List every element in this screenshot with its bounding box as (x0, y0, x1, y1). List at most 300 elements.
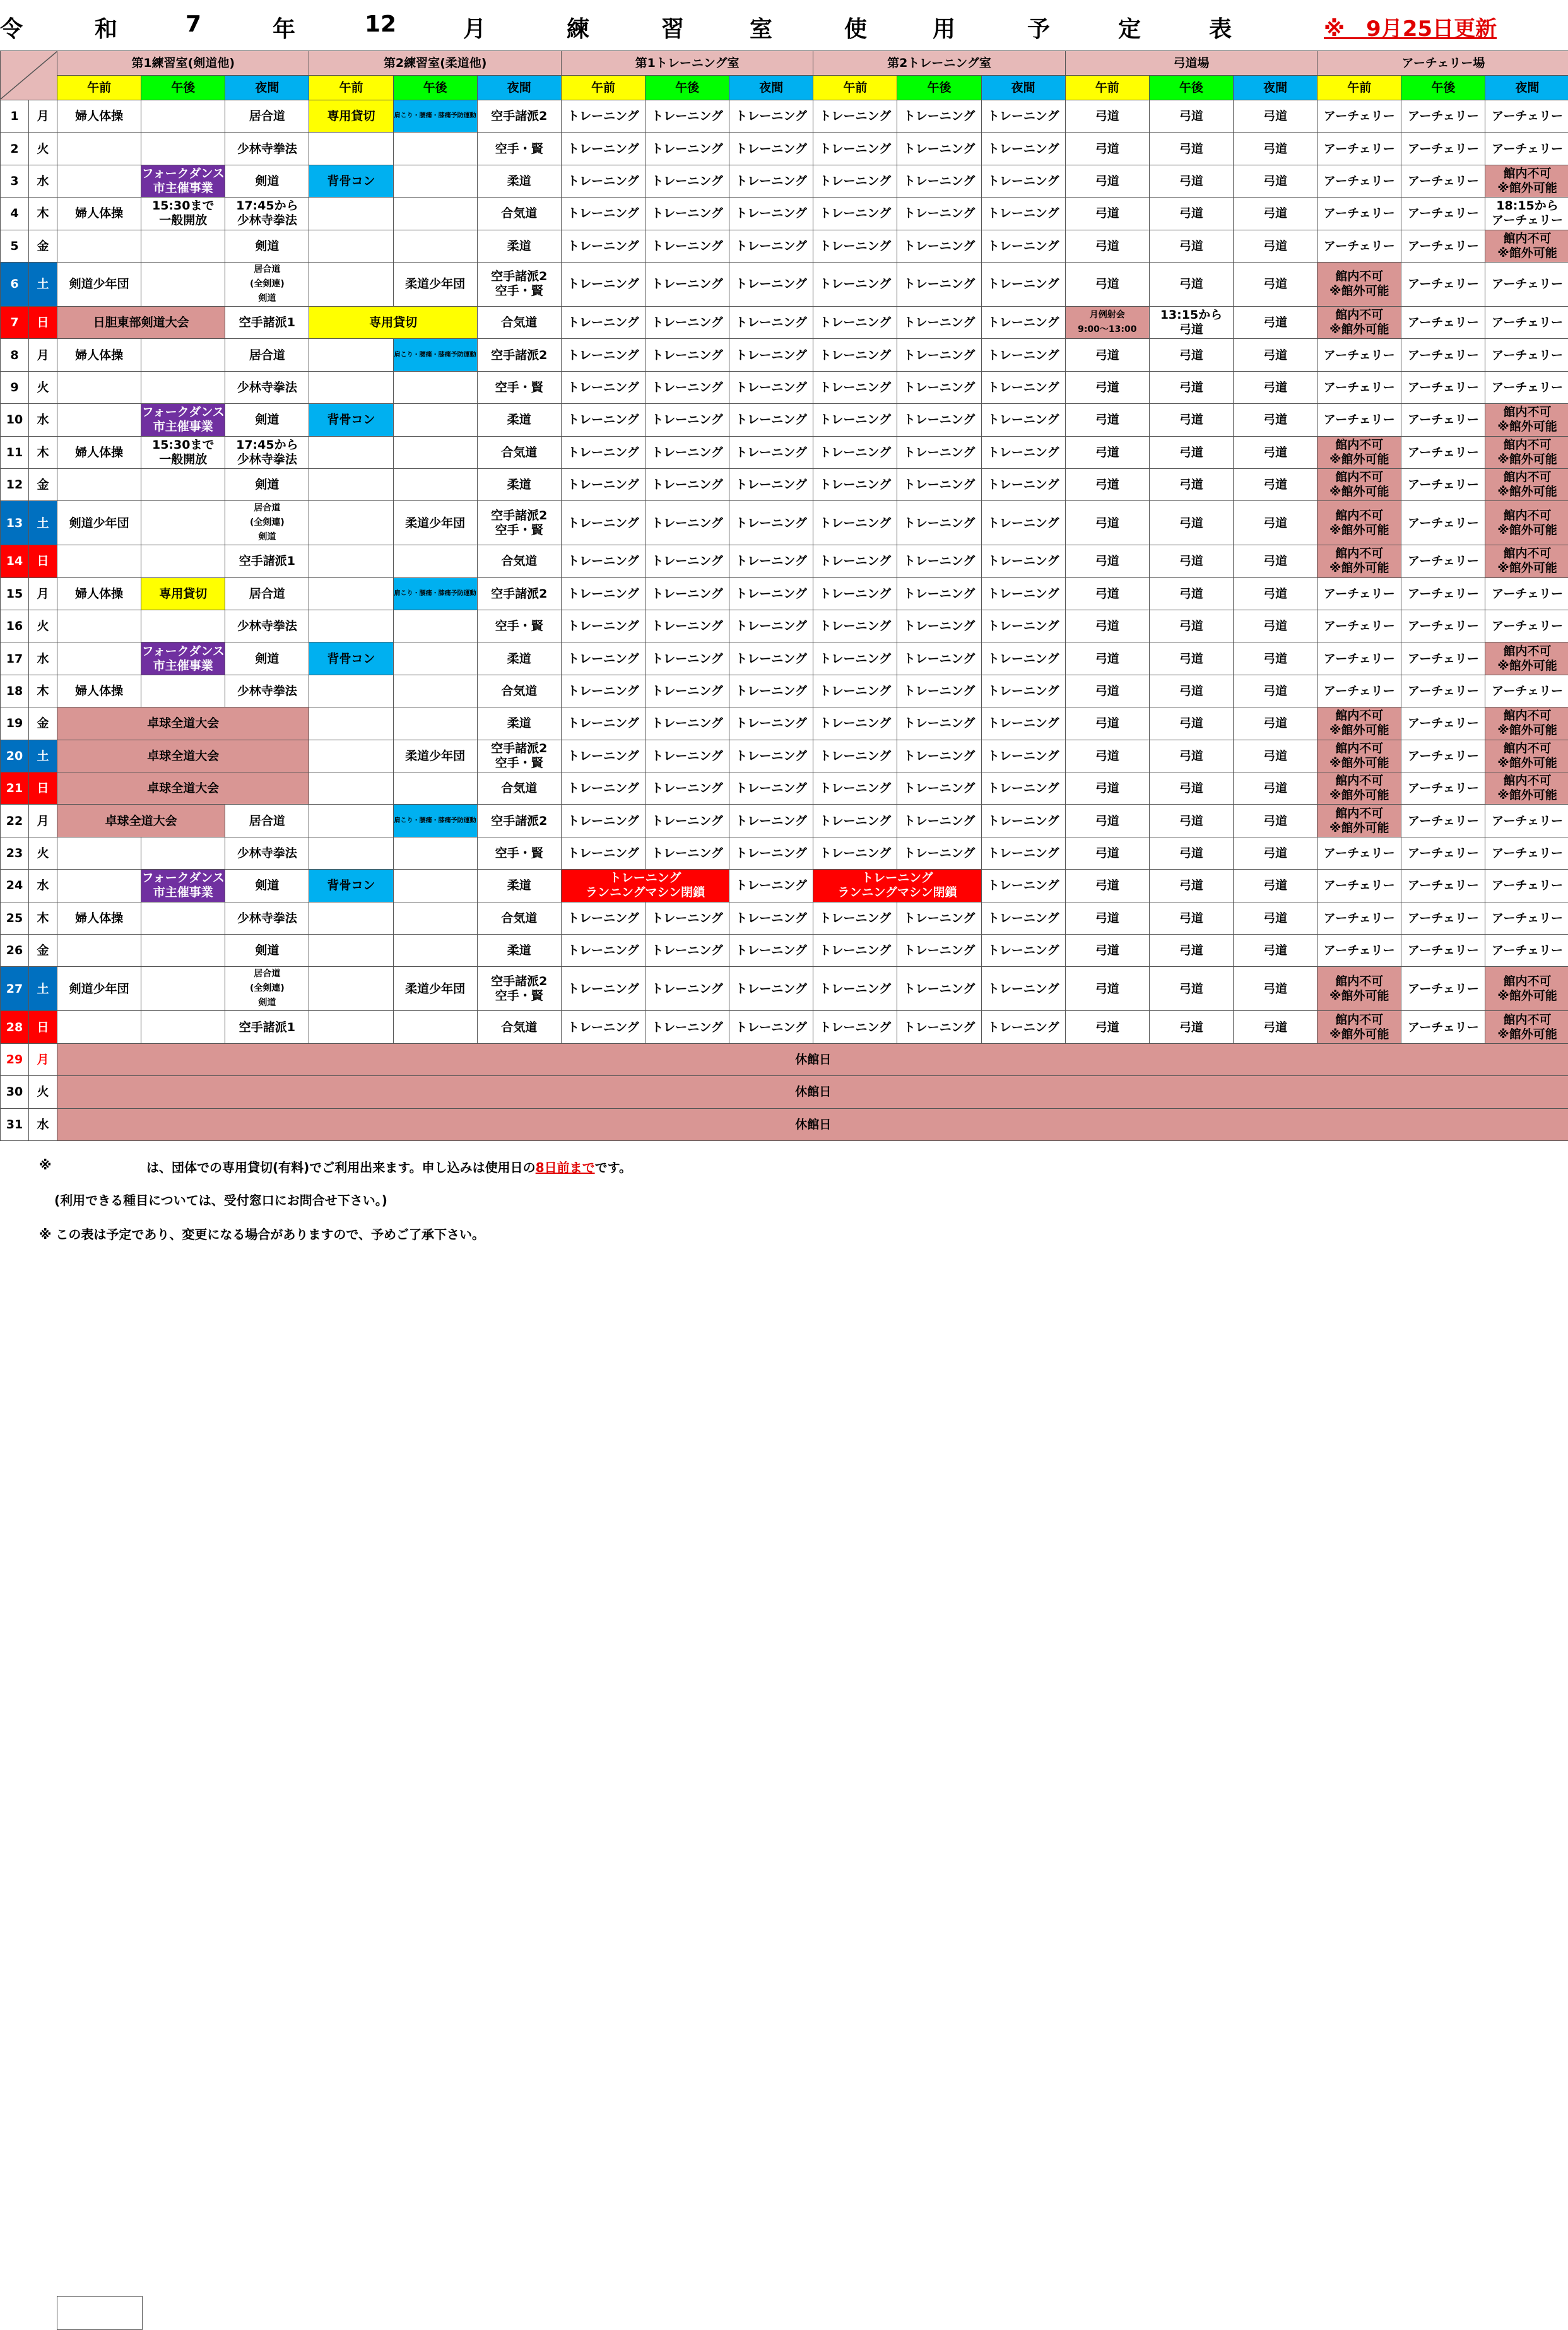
archery-cell: アーチェリー (1401, 198, 1485, 230)
room-cell: 婦人体操 (57, 902, 141, 934)
room-cell: 居合道 (全剣連) 剣道 (225, 501, 309, 545)
note-mark: ※ (39, 1157, 51, 1173)
archery-cell: アーチェリー (1401, 133, 1485, 165)
closed-day-cell: 休館日 (57, 1108, 1568, 1140)
room-cell (393, 707, 477, 740)
archery-cell: アーチェリー (1401, 642, 1485, 675)
archery-cell: 館内不可 ※館外可能 (1485, 707, 1568, 740)
room-cell: 居合道 (全剣連) 剣道 (225, 262, 309, 306)
updated-note: ※ 9月25日更新 (1324, 11, 1497, 42)
day-row (1, 339, 1568, 371)
room-header: 第1トレーニング室 (561, 51, 813, 76)
archery-cell: アーチェリー (1317, 934, 1401, 966)
kyudo-cell: 弓道 (1234, 934, 1317, 966)
archery-cell: アーチェリー (1317, 198, 1401, 230)
training-cell: トレーニング (981, 198, 1065, 230)
room-cell: 婦人体操 (57, 339, 141, 371)
weekday: 木 (29, 675, 57, 707)
archery-cell: アーチェリー (1485, 610, 1568, 642)
training-cell: トレーニング (981, 371, 1065, 403)
training-cell: トレーニング (645, 740, 729, 772)
training-cell: トレーニング (981, 262, 1065, 306)
archery-cell: アーチェリー (1485, 339, 1568, 371)
room-cell: フォークダンス 市主催事業 (141, 642, 225, 675)
training-cell: トレーニング (981, 133, 1065, 165)
room-cell: 柔道 (477, 468, 561, 500)
kyudo-cell: 弓道 (1149, 967, 1233, 1011)
room-header: 弓道場 (1065, 51, 1317, 76)
weekday: 月 (29, 1043, 57, 1075)
archery-cell: アーチェリー (1485, 306, 1568, 338)
weekday: 火 (29, 133, 57, 165)
room-cell: 剣道 (225, 870, 309, 902)
training-cell: トレーニング (813, 610, 897, 642)
archery-cell: アーチェリー (1401, 967, 1485, 1011)
day-row (1, 902, 1568, 934)
archery-cell: 館内不可 ※館外可能 (1485, 436, 1568, 468)
training-cell: トレーニング (561, 306, 645, 338)
archery-cell: 館内不可 ※館外可能 (1485, 545, 1568, 577)
archery-cell: 館内不可 ※館外可能 (1317, 262, 1401, 306)
corner-diagonal (1, 51, 57, 99)
room-cell (393, 902, 477, 934)
archery-cell: アーチェリー (1317, 837, 1401, 869)
room-cell: 婦人体操 (57, 577, 141, 610)
training-cell: トレーニング (897, 501, 981, 545)
room-cell: 空手諸派2 空手・賢 (477, 262, 561, 306)
archery-cell: 館内不可 ※館外可能 (1317, 436, 1401, 468)
training-cell: トレーニング (813, 133, 897, 165)
training-cell: トレーニング (981, 165, 1065, 197)
room-cell: 剣道少年団 (57, 501, 141, 545)
training-cell: トレーニング (645, 545, 729, 577)
kyudo-cell: 弓道 (1234, 870, 1317, 902)
period-header: 午前 (1317, 76, 1401, 100)
training-cell: トレーニング (897, 165, 981, 197)
archery-cell: アーチェリー (1401, 468, 1485, 500)
archery-cell: アーチェリー (1401, 230, 1485, 262)
archery-cell: アーチェリー (1317, 230, 1401, 262)
weekday: 木 (29, 902, 57, 934)
period-header: 午後 (897, 76, 981, 100)
period-header: 夜間 (1485, 76, 1568, 100)
room-cell (309, 436, 393, 468)
weekday: 月 (29, 100, 57, 133)
day-row (1, 1011, 1568, 1043)
room-cell: 婦人体操 (57, 436, 141, 468)
period-header: 午前 (309, 76, 393, 100)
kyudo-cell: 弓道 (1149, 404, 1233, 436)
room-cell: 合気道 (477, 1011, 561, 1043)
room-cell (309, 610, 393, 642)
archery-cell: アーチェリー (1317, 610, 1401, 642)
kyudo-cell: 弓道 (1149, 772, 1233, 805)
day-row (1, 468, 1568, 500)
training-cell: トレーニング (561, 339, 645, 371)
room-cell: 空手諸派2 (477, 577, 561, 610)
weekday: 金 (29, 230, 57, 262)
kyudo-cell: 弓道 (1065, 545, 1149, 577)
kyudo-cell: 弓道 (1149, 675, 1233, 707)
weekday: 土 (29, 262, 57, 306)
room-cell: 日胆東部剣道大会 (57, 306, 225, 338)
room-cell: 空手諸派1 (225, 306, 309, 338)
room-cell: 柔道 (477, 165, 561, 197)
day-number: 27 (1, 967, 29, 1011)
title-char: 予 (1027, 11, 1050, 44)
training-cell: トレーニング (561, 262, 645, 306)
room-cell: 卓球全道大会 (57, 805, 225, 837)
room-cell (393, 934, 477, 966)
room-cell: 少林寺拳法 (225, 675, 309, 707)
day-number: 31 (1, 1108, 29, 1140)
kyudo-cell: 弓道 (1234, 262, 1317, 306)
archery-cell: アーチェリー (1485, 262, 1568, 306)
room-cell: 肩こり・腰痛・膝痛予防運動 (393, 577, 477, 610)
training-cell: トレーニング (645, 837, 729, 869)
kyudo-cell: 弓道 (1149, 870, 1233, 902)
room-cell: 婦人体操 (57, 675, 141, 707)
training-cell: トレーニング (561, 837, 645, 869)
training-cell: トレーニング (981, 436, 1065, 468)
archery-cell: アーチェリー (1401, 805, 1485, 837)
room-cell (57, 133, 141, 165)
kyudo-cell: 弓道 (1149, 642, 1233, 675)
training-cell: トレーニング (813, 772, 897, 805)
training-cell: トレーニング (561, 707, 645, 740)
room-cell (141, 837, 225, 869)
training-cell: トレーニング (645, 707, 729, 740)
room-cell (309, 577, 393, 610)
training-cell: トレーニング (981, 772, 1065, 805)
room-cell (309, 198, 393, 230)
room-cell: 専用貸切 (141, 577, 225, 610)
training-cell: トレーニング (729, 468, 813, 500)
room-cell: 婦人体操 (57, 198, 141, 230)
room-cell: 背骨コン (309, 165, 393, 197)
kyudo-cell: 弓道 (1149, 934, 1233, 966)
room-cell: 柔道 (477, 404, 561, 436)
title-char: 月 (463, 11, 486, 44)
room-cell: 剣道 (225, 642, 309, 675)
day-number: 24 (1, 870, 29, 902)
training-cell: トレーニング (729, 339, 813, 371)
training-cell: トレーニング (813, 967, 897, 1011)
weekday: 火 (29, 1076, 57, 1108)
title-char: 練 (567, 11, 589, 44)
weekday: 金 (29, 934, 57, 966)
kyudo-cell: 弓道 (1149, 501, 1233, 545)
training-closed-cell: トレーニング ランニングマシン閉鎖 (561, 870, 729, 902)
room-cell (309, 772, 393, 805)
closed-day-cell: 休館日 (57, 1076, 1568, 1108)
day-row (1, 133, 1568, 165)
room-cell (309, 230, 393, 262)
room-cell (57, 545, 141, 577)
training-cell: トレーニング (729, 100, 813, 133)
note-line2: (利用できる種目については、受付窓口にお問合せ下さい。) (54, 1190, 387, 1209)
room-cell (309, 675, 393, 707)
room-cell (393, 675, 477, 707)
training-cell: トレーニング (561, 1011, 645, 1043)
room-cell: 肩こり・腰痛・膝痛予防運動 (393, 339, 477, 371)
training-cell: トレーニング (729, 371, 813, 403)
training-cell: トレーニング (729, 230, 813, 262)
room-cell: 柔道少年団 (393, 501, 477, 545)
period-header: 夜間 (981, 76, 1065, 100)
period-header: 午後 (141, 76, 225, 100)
training-cell: トレーニング (981, 545, 1065, 577)
training-cell: トレーニング (813, 306, 897, 338)
training-cell: トレーニング (561, 902, 645, 934)
archery-cell: アーチェリー (1485, 902, 1568, 934)
period-header: 夜間 (225, 76, 309, 100)
kyudo-cell: 弓道 (1234, 404, 1317, 436)
training-cell: トレーニング (981, 100, 1065, 133)
training-cell: トレーニング (897, 837, 981, 869)
training-cell: トレーニング (561, 198, 645, 230)
day-number: 5 (1, 230, 29, 262)
day-row (1, 967, 1568, 1011)
kyudo-cell: 弓道 (1149, 610, 1233, 642)
kyudo-cell: 弓道 (1065, 198, 1149, 230)
room-cell: 剣道少年団 (57, 967, 141, 1011)
archery-cell: 館内不可 ※館外可能 (1317, 306, 1401, 338)
room-cell (57, 404, 141, 436)
weekday: 水 (29, 404, 57, 436)
archery-cell: 館内不可 ※館外可能 (1317, 468, 1401, 500)
room-header: 第2練習室(柔道他) (309, 51, 561, 76)
room-cell (393, 837, 477, 869)
room-cell (141, 902, 225, 934)
room-header: 第2トレーニング室 (813, 51, 1065, 76)
room-cell (57, 230, 141, 262)
archery-cell: アーチェリー (1485, 934, 1568, 966)
kyudo-cell: 弓道 (1234, 642, 1317, 675)
training-cell: トレーニング (645, 262, 729, 306)
kyudo-cell: 弓道 (1149, 133, 1233, 165)
period-header: 午前 (1065, 76, 1149, 100)
room-cell (309, 262, 393, 306)
training-cell: トレーニング (729, 902, 813, 934)
room-cell (309, 934, 393, 966)
training-cell: トレーニング (813, 805, 897, 837)
training-cell: トレーニング (813, 707, 897, 740)
archery-cell: アーチェリー (1485, 805, 1568, 837)
day-number: 2 (1, 133, 29, 165)
day-number: 26 (1, 934, 29, 966)
archery-cell: アーチェリー (1401, 902, 1485, 934)
training-cell: トレーニング (813, 404, 897, 436)
training-cell: トレーニング (729, 805, 813, 837)
training-cell: トレーニング (729, 404, 813, 436)
room-cell: 柔道 (477, 230, 561, 262)
room-cell (309, 805, 393, 837)
day-row (1, 230, 1568, 262)
day-number: 22 (1, 805, 29, 837)
room-cell (57, 837, 141, 869)
room-cell: 空手諸派2 空手・賢 (477, 967, 561, 1011)
training-cell: トレーニング (813, 230, 897, 262)
day-number: 29 (1, 1043, 29, 1075)
archery-cell: アーチェリー (1317, 339, 1401, 371)
day-number: 28 (1, 1011, 29, 1043)
archery-cell: アーチェリー (1317, 577, 1401, 610)
kyudo-cell: 弓道 (1234, 436, 1317, 468)
room-cell: 肩こり・腰痛・膝痛予防運動 (393, 100, 477, 133)
day-row (1, 165, 1568, 197)
room-cell: 合気道 (477, 772, 561, 805)
schedule-table (0, 50, 1568, 1141)
room-cell: 卓球全道大会 (57, 707, 309, 740)
kyudo-cell: 弓道 (1149, 468, 1233, 500)
room-cell (309, 468, 393, 500)
archery-cell: アーチェリー (1485, 133, 1568, 165)
training-cell: トレーニング (561, 675, 645, 707)
kyudo-cell: 月例射会 9:00～13:00 (1065, 306, 1149, 338)
room-cell (141, 675, 225, 707)
room-cell (309, 501, 393, 545)
training-cell: トレーニング (897, 468, 981, 500)
day-number: 15 (1, 577, 29, 610)
kyudo-cell: 弓道 (1234, 198, 1317, 230)
room-cell: 少林寺拳法 (225, 371, 309, 403)
day-row (1, 577, 1568, 610)
day-number: 21 (1, 772, 29, 805)
archery-cell: アーチェリー (1401, 436, 1485, 468)
corner-cell (1, 51, 57, 100)
weekday: 水 (29, 1108, 57, 1140)
kyudo-cell: 弓道 (1234, 805, 1317, 837)
training-cell: トレーニング (645, 772, 729, 805)
day-row (1, 772, 1568, 805)
archery-cell: アーチェリー (1317, 675, 1401, 707)
training-cell: トレーニング (729, 675, 813, 707)
training-cell: トレーニング (561, 610, 645, 642)
training-cell: トレーニング (813, 577, 897, 610)
room-cell: 背骨コン (309, 404, 393, 436)
room-cell (141, 339, 225, 371)
training-cell: トレーニング (561, 967, 645, 1011)
training-cell: トレーニング (897, 902, 981, 934)
day-number: 1 (1, 100, 29, 133)
archery-cell: アーチェリー (1401, 675, 1485, 707)
room-cell: 柔道 (477, 642, 561, 675)
training-cell: トレーニング (645, 100, 729, 133)
room-cell: 空手・賢 (477, 133, 561, 165)
weekday: 火 (29, 371, 57, 403)
room-cell: 専用貸切 (309, 306, 477, 338)
archery-cell: アーチェリー (1485, 675, 1568, 707)
room-cell: 合気道 (477, 545, 561, 577)
room-cell (57, 165, 141, 197)
archery-cell: 18:15から アーチェリー (1485, 198, 1568, 230)
room-cell (309, 1011, 393, 1043)
room-cell: 柔道少年団 (393, 262, 477, 306)
kyudo-cell: 弓道 (1234, 902, 1317, 934)
training-cell: トレーニング (897, 675, 981, 707)
archery-cell: 館内不可 ※館外可能 (1485, 772, 1568, 805)
training-cell: トレーニング (981, 404, 1065, 436)
training-cell: トレーニング (729, 772, 813, 805)
room-cell: 17:45から 少林寺拳法 (225, 436, 309, 468)
kyudo-cell: 弓道 (1065, 1011, 1149, 1043)
training-cell: トレーニング (981, 837, 1065, 869)
day-number: 19 (1, 707, 29, 740)
day-row (1, 371, 1568, 403)
training-cell: トレーニング (813, 934, 897, 966)
weekday: 日 (29, 772, 57, 805)
training-cell: トレーニング (981, 306, 1065, 338)
room-cell (393, 198, 477, 230)
training-cell: トレーニング (897, 371, 981, 403)
room-cell: 空手諸派2 (477, 339, 561, 371)
training-cell: トレーニング (561, 230, 645, 262)
title-char: 室 (750, 11, 772, 44)
day-row (1, 642, 1568, 675)
title-char: 習 (661, 11, 684, 44)
kyudo-cell: 弓道 (1234, 675, 1317, 707)
room-cell: 合気道 (477, 306, 561, 338)
weekday: 水 (29, 642, 57, 675)
room-cell: 背骨コン (309, 642, 393, 675)
kyudo-cell: 弓道 (1149, 837, 1233, 869)
day-row (1, 306, 1568, 338)
training-cell: トレーニング (897, 262, 981, 306)
training-cell: トレーニング (729, 545, 813, 577)
archery-cell: 館内不可 ※館外可能 (1485, 1011, 1568, 1043)
room-cell: 剣道 (225, 468, 309, 500)
room-cell: 居合道 (全剣連) 剣道 (225, 967, 309, 1011)
room-cell (309, 967, 393, 1011)
archery-cell: 館内不可 ※館外可能 (1485, 165, 1568, 197)
room-cell: 剣道 (225, 404, 309, 436)
training-cell: トレーニング (813, 165, 897, 197)
room-cell (309, 545, 393, 577)
training-cell: トレーニング (981, 707, 1065, 740)
kyudo-cell: 弓道 (1234, 1011, 1317, 1043)
kyudo-cell: 弓道 (1234, 501, 1317, 545)
room-cell (309, 371, 393, 403)
day-number: 9 (1, 371, 29, 403)
kyudo-cell: 弓道 (1065, 133, 1149, 165)
training-cell: トレーニング (645, 675, 729, 707)
room-cell (141, 501, 225, 545)
room-cell (309, 740, 393, 772)
training-cell: トレーニング (645, 805, 729, 837)
kyudo-cell: 弓道 (1149, 740, 1233, 772)
day-row (1, 740, 1568, 772)
weekday: 土 (29, 967, 57, 1011)
training-cell: トレーニング (561, 133, 645, 165)
kyudo-cell: 弓道 (1065, 165, 1149, 197)
kyudo-cell: 弓道 (1065, 642, 1149, 675)
kyudo-cell: 弓道 (1065, 772, 1149, 805)
archery-cell: 館内不可 ※館外可能 (1485, 642, 1568, 675)
kyudo-cell: 弓道 (1065, 577, 1149, 610)
archery-cell: 館内不可 ※館外可能 (1485, 468, 1568, 500)
training-cell: トレーニング (645, 501, 729, 545)
kyudo-cell: 弓道 (1065, 100, 1149, 133)
day-row (1, 404, 1568, 436)
day-number: 12 (1, 468, 29, 500)
room-cell (57, 610, 141, 642)
archery-cell: 館内不可 ※館外可能 (1485, 501, 1568, 545)
weekday: 水 (29, 165, 57, 197)
room-cell (141, 545, 225, 577)
day-number: 25 (1, 902, 29, 934)
kyudo-cell: 弓道 (1149, 805, 1233, 837)
